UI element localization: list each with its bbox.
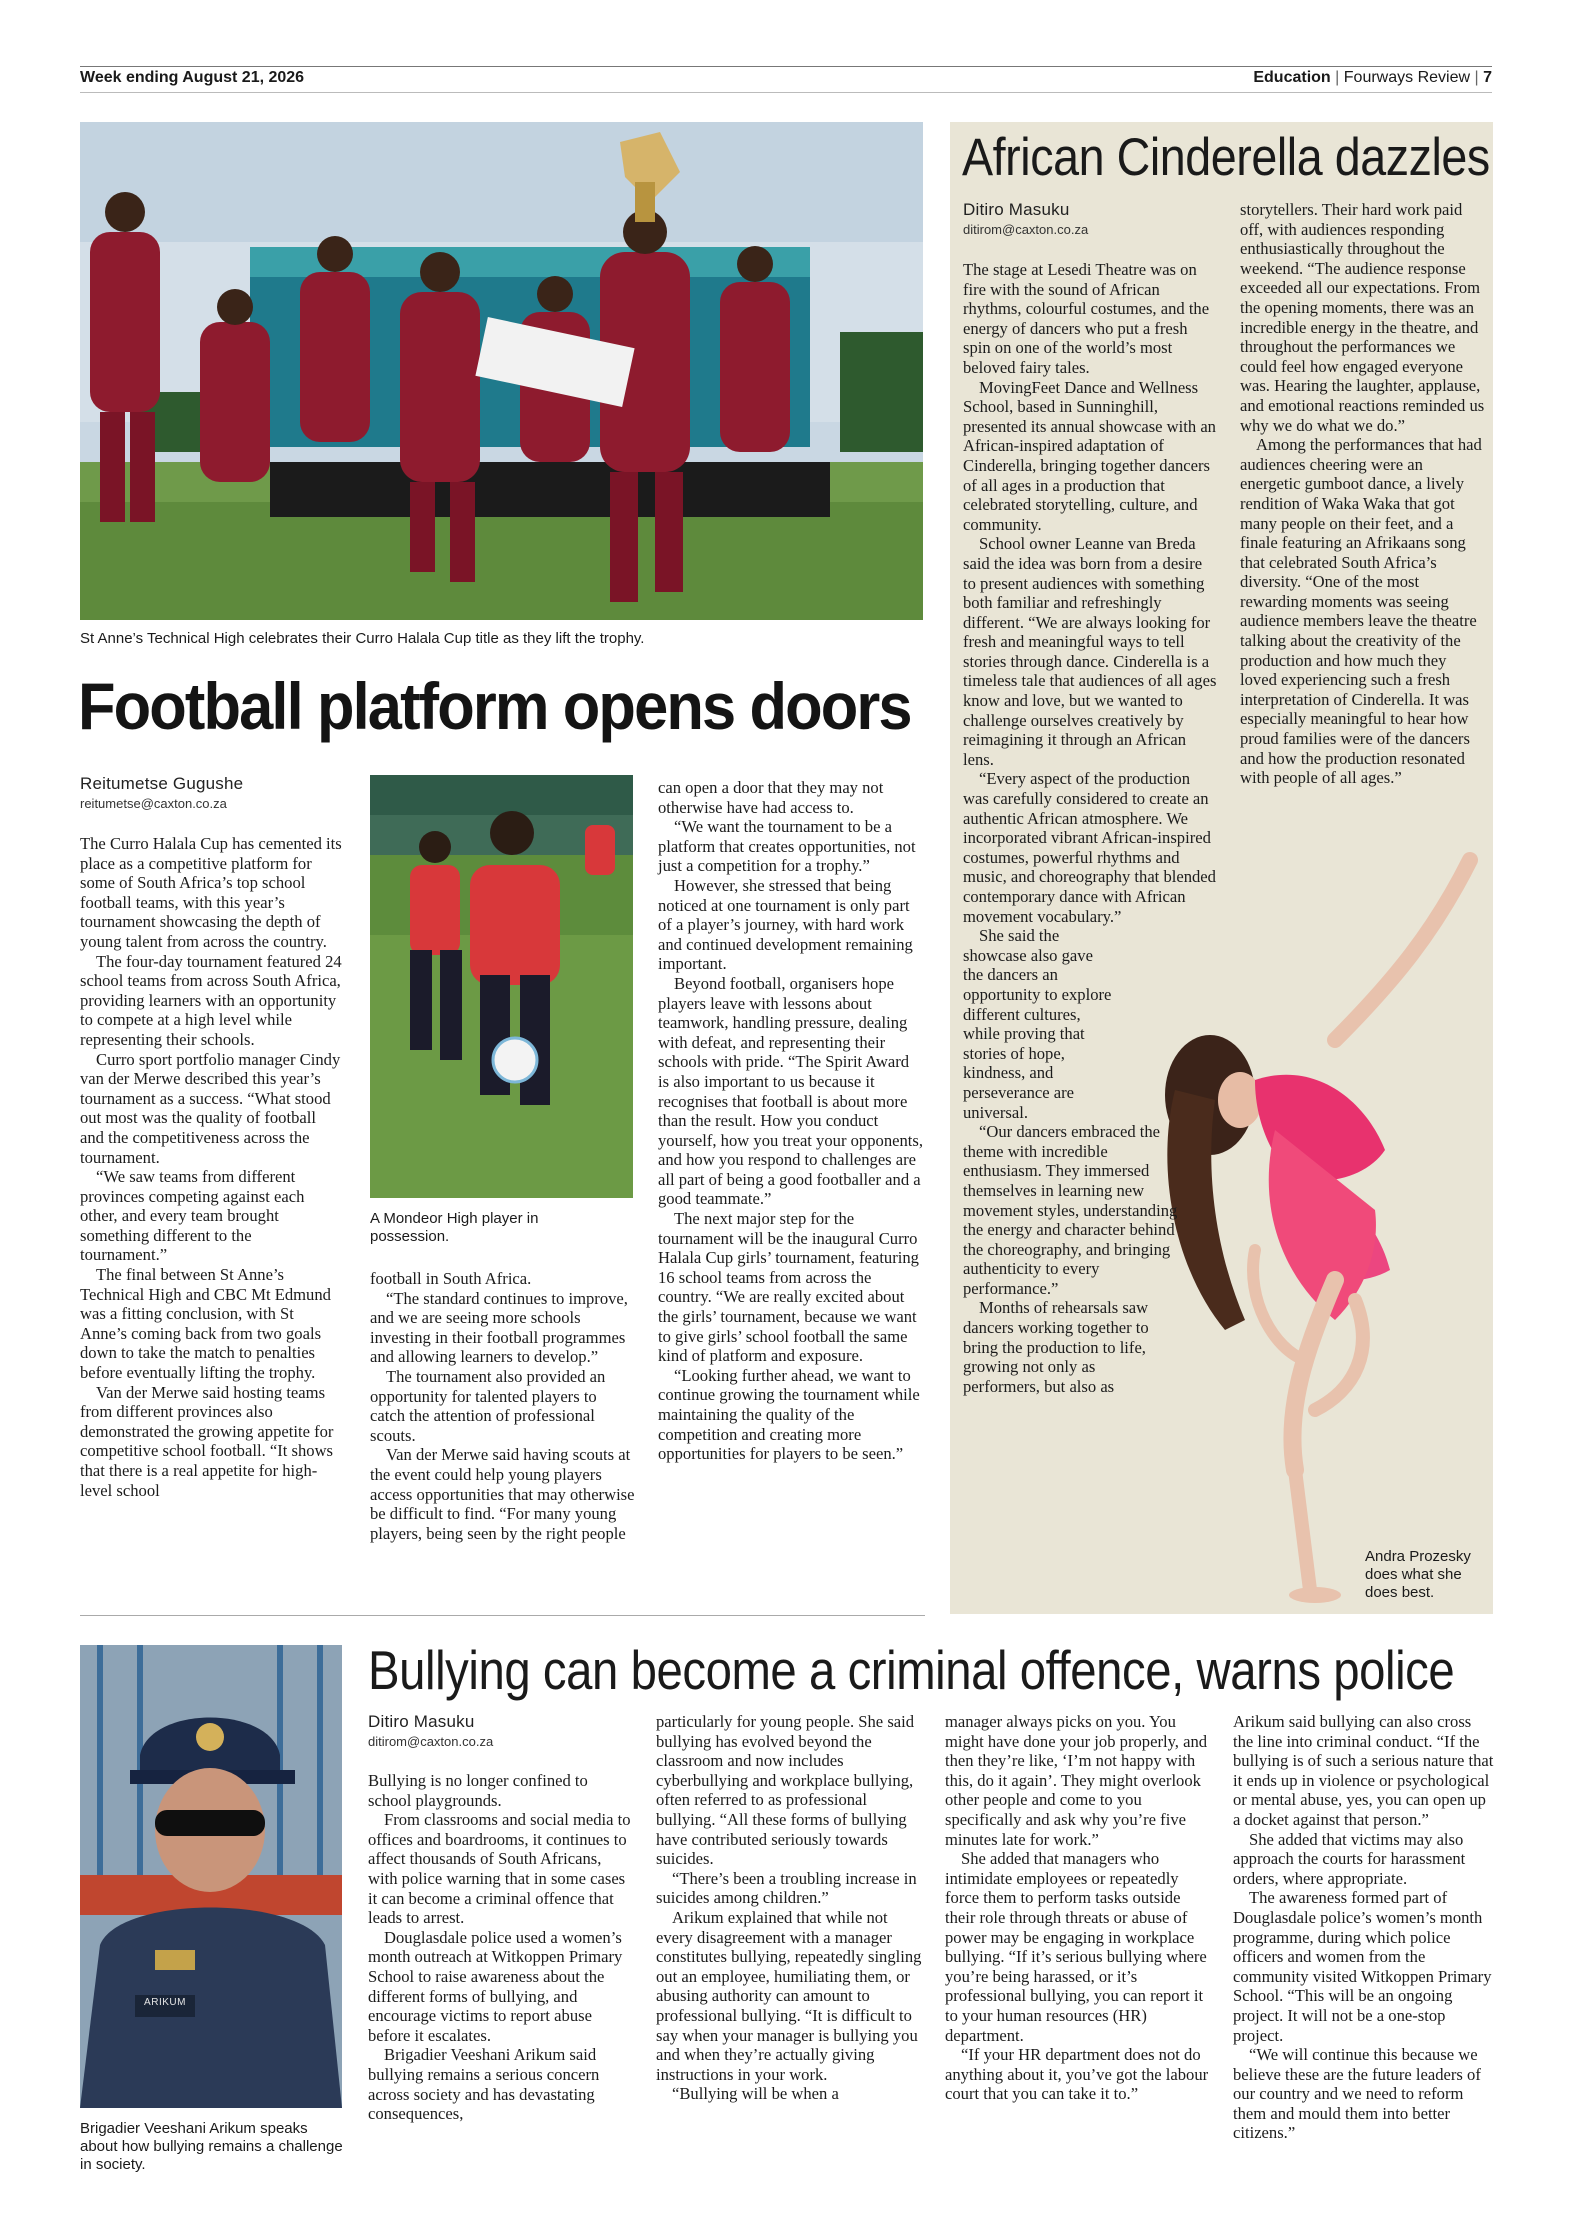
bullying-headline: Bullying can become a criminal offence, warns police bbox=[368, 1639, 1455, 1701]
arikum-photo-caption: Brigadier Veeshani Arikum speaks about how bullying remains a challenge in society. bbox=[80, 2120, 343, 2173]
section-divider bbox=[80, 1615, 925, 1616]
cinderella-column-2 bbox=[1240, 200, 1485, 788]
paragraph: can open a door that they may not otherwise have had access to. bbox=[658, 778, 884, 817]
paragraph: storytellers. Their hard work paid off, with audiences responding enthusiastically throughout the weekend. “The audience response exceeded all our expectations. From the opening moments, there was an incredible energy in the theatre, and throughout the performances we could feel how engaged everyone was. Hearing the laughter, applause, and emotional reactions reminded us why we do what we do.” bbox=[1240, 200, 1485, 435]
paragraph: She added that managers who intimidate employees or repeatedly force them to perform tasks outside their role through threats or abuse of power may be engaging in workplace bullying. “If it’s serious bullying where you’re being harassed, or it’s professional bullying, you can report it to your human resources (HR) department. bbox=[945, 1849, 1207, 2045]
paragraph: particularly for young people. She said bullying has evolved beyond the classroom and now includes cyberbullying and workplace bullying, often referred to as professional bullying. “All these forms of bullying have contributed seriously towards suicides. bbox=[656, 1712, 915, 1869]
paragraph: “Every aspect of the production was carefully considered to create an authentic African atmosphere. We incorporated vibrant African-inspired costumes, powerful rhythms and music, and choreography that blended contemporary dance with African movement vocabulary.” bbox=[963, 769, 1216, 926]
paragraph: Beyond football, organisers hope players leave with lessons about teamwork, handling pressure, dealing with defeat, and representing their schools with pride. “The Spirit Award is also important to us because it recognises that football is about more than the result. How you conduct yourself, how you treat your opponents, and how you respond to challenges are all part of being a good footballer and a good teammate.” bbox=[658, 973, 923, 1209]
paragraph: Among the performances that had audiences cheering were an energetic gumboot dance, a lively rendition of Waka Waka that got many people on their feet, and a finale featuring an Afrikaans song that celebrated South Africa’s diversity. “One of the most rewarding moments was seeing audience members leave the theatre talking about the creativity of the production and how much they loved experiencing such a fresh interpretation of Cinderella. It was especially meaningful to hear how proud families were of the dancers and how the production resonated with people of all ages.” bbox=[1240, 435, 1482, 788]
paragraph: “We saw teams from different provinces competing against each other, and every team brought something different to the tournament.” bbox=[80, 1167, 305, 1265]
football-column-3 bbox=[658, 778, 924, 1464]
football-headline: Football platform opens doors bbox=[78, 669, 911, 743]
cinderella-column-1 bbox=[963, 260, 1218, 1396]
football-byline bbox=[80, 774, 340, 811]
paragraph: From classrooms and social media to offices and boardrooms, it continues to affect thousands of South Africans, with police warning that in some cases it can become a criminal offence that leads to arrest. bbox=[368, 1810, 631, 1928]
paragraph: Van der Merwe said hosting teams from different provinces also demonstrated the growing appetite for competitive school football. “It shows that there is a real appetite for high-level school bbox=[80, 1382, 334, 1500]
author-email[interactable]: ditirom@caxton.co.za bbox=[963, 222, 1089, 237]
masthead-section: Education bbox=[1253, 69, 1331, 86]
mondeor-player-illustration bbox=[370, 775, 633, 1198]
paragraph: Bullying is no longer confined to school playgrounds. bbox=[368, 1771, 588, 1810]
author-email[interactable]: reitumetse@caxton.co.za bbox=[80, 796, 227, 811]
paragraph: “Looking further ahead, we want to continue growing the tournament while maintaining the quality of the competition and creating more opportunities for players to be seen.” bbox=[658, 1365, 920, 1464]
masthead-publication: Fourways Review bbox=[1343, 69, 1471, 86]
bullying-byline bbox=[368, 1712, 628, 1749]
masthead-separator: | bbox=[1474, 69, 1484, 86]
paragraph: Brigadier Veeshani Arikum said bullying remains a serious concern across society and has devastating consequences, bbox=[368, 2045, 600, 2124]
author-name: Reitumetse Gugushe bbox=[80, 774, 244, 793]
paragraph: football in South Africa. bbox=[370, 1269, 532, 1288]
paragraph: The final between St Anne’s Technical High and CBC Mt Edmund was a fitting conclusion, with St Anne’s coming back from two goals down to take the match to penalties before eventually lifting the trophy. bbox=[80, 1265, 331, 1383]
paragraph: “Bullying will be when a bbox=[672, 2084, 839, 2104]
paragraph: School owner Leanne van Breda said the idea was born from a desire to present audiences with something both familiar and refreshingly different. “We are always looking for fresh and meaningful ways to tell stories through dance. Cinderella is a timeless tale that audiences of all ages know and love, but we wanted to challenge ourselves creatively by reimagining it through an African lens. bbox=[963, 534, 1217, 769]
bullying-column-3 bbox=[945, 1712, 1210, 2104]
mondeor-player-photo bbox=[370, 775, 633, 1198]
paragraph: MovingFeet Dance and Wellness School, based in Sunninghill, presented its annual showcase with an African-inspired adaptation of Cinderella, bringing together dancers of all ages in a production that celebrated storytelling, culture, and community. bbox=[963, 377, 1216, 534]
paragraph: Douglasdale police used a women’s month outreach at Witkoppen Primary School to raise awareness about the different forms of bullying, and encourage victims to report abuse before it escalates. bbox=[368, 1927, 623, 2045]
paragraph: The awareness formed part of Douglasdale police’s women’s month programme, during which police officers and women from the community visited Witkoppen Primary School. “This will be an ongoing project. It will not be a one-stop project. bbox=[1233, 1888, 1492, 2045]
paragraph: The next major step for the tournament will be the inaugural Curro Halala Cup girls’ tournament, featuring 16 school teams from across the country. “We are really excited about the girls’ tournament, because we want to give girls’ school football the same kind of platform and exposure. bbox=[658, 1209, 919, 1366]
bullying-column-1 bbox=[368, 1771, 633, 2124]
football-column-1 bbox=[80, 834, 342, 1500]
paragraph: “We will continue this because we believe these are the future leaders of our country and we need to reform them and mould them into better citizens.” bbox=[1233, 2045, 1481, 2143]
paragraph: However, she stressed that being noticed at one tournament is only part of a player’s journey, with hard work and continued development remaining important. bbox=[658, 875, 913, 974]
paragraph: “There’s been a troubling increase in suicides among children.” bbox=[656, 1868, 917, 1908]
paragraph: “If your HR department does not do anything about it, you’ve got the labour court that you can take it to.” bbox=[945, 2045, 1209, 2104]
bullying-column-2 bbox=[656, 1712, 923, 2104]
cinderella-headline: African Cinderella dazzles bbox=[962, 128, 1490, 187]
author-name: Ditiro Masuku bbox=[368, 1712, 475, 1731]
author-email[interactable]: ditirom@caxton.co.za bbox=[368, 1734, 494, 1749]
bullying-column-4 bbox=[1233, 1712, 1495, 2143]
dancer-photo-caption: Andra Prozesky does what she does best. bbox=[1365, 1548, 1471, 1601]
paragraph: The four-day tournament featured 24 school teams from across South Africa, providing learners with an opportunity to compete at a high level while representing their schools. bbox=[80, 951, 342, 1049]
football-trophy-photo bbox=[80, 122, 923, 620]
paragraph: Arikum explained that while not every disagreement with a manager constitutes bullying, repeatedly singling out an employee, humiliating them, or abusing authority can amount to professional bullying. “It is difficult to say when your manager is bullying you and when they’re actually giving instructions in your work. bbox=[656, 1907, 922, 2084]
paragraph: Curro sport portfolio manager Cindy van der Merwe described this year’s tournament as a success. “What stood out most was the quality of football and the competitiveness across the tournament. bbox=[80, 1049, 341, 1167]
masthead-folio bbox=[1253, 69, 1492, 87]
paragraph: Van der Merwe said having scouts at the event could help young players access opportunities that may otherwise be difficult to find. “For many young players, being seen by the right people bbox=[370, 1445, 635, 1543]
arikum-photo bbox=[80, 1645, 342, 2108]
author-name: Ditiro Masuku bbox=[963, 200, 1070, 219]
paragraph: The stage at Lesedi Theatre was on fire with the sound of African rhythms, colourful costumes, and the energy of dancers who put a fresh spin on one of the world’s most beloved fairy tales. bbox=[963, 260, 1210, 377]
football-trophy-illustration bbox=[80, 122, 923, 620]
paragraph: “The standard continues to improve, and we are seeing more schools investing in their football programmes and allowing learners to develop.” bbox=[370, 1288, 628, 1367]
nametag: ARIKUM bbox=[144, 1997, 186, 2008]
paragraph: She added that victims may also approach the courts for harassment orders, where appropriate. bbox=[1233, 1829, 1466, 1888]
football-photo-caption: St Anne’s Technical High celebrates their Curro Halala Cup title as they lift the trophy. bbox=[80, 630, 645, 647]
masthead-top-rule bbox=[80, 66, 1492, 67]
paragraph: She said the showcase also gave the dancers an opportunity to explore different cultures, while proving that stories of hope, kindness, and perseverance are universal. bbox=[963, 926, 1112, 1122]
paragraph: Months of rehearsals saw dancers working together to bring the production to life, growing not only as performers, but also as bbox=[963, 1298, 1149, 1396]
mondeor-photo-caption: A Mondeor High player in possession. bbox=[370, 1210, 539, 1245]
masthead-date: Week ending August 21, 2026 bbox=[80, 69, 305, 86]
arikum-illustration bbox=[80, 1645, 342, 2108]
masthead-bottom-rule bbox=[80, 92, 1492, 93]
masthead-separator: | bbox=[1335, 69, 1344, 86]
paragraph: Arikum said bullying can also cross the line into criminal conduct. “If the bullying is of such a serious nature that it ends up in violence or psychological or mental abuse, yes, you can open up a docket against that person.” bbox=[1233, 1712, 1494, 1829]
football-column-2 bbox=[370, 1269, 635, 1543]
paragraph: “We want the tournament to be a platform that creates opportunities, not just a competition for a trophy.” bbox=[658, 817, 916, 876]
masthead-page-number: 7 bbox=[1483, 69, 1492, 86]
paragraph: The Curro Halala Cup has cemented its place as a competitive platform for some of South Africa’s top school football teams, with this year’s tournament showcasing the depth of young talent from across the country. bbox=[80, 834, 342, 951]
paragraph: The tournament also provided an opportunity for talented players to catch the attention of professional scouts. bbox=[370, 1366, 606, 1445]
paragraph: manager always picks on you. You might have done your job properly, and then they’re like, ‘I’m not happy with this, do it again’. They might overlook other people and come to you specifically and ask why you’re five minutes late for work.” bbox=[945, 1712, 1208, 1849]
paragraph: “Our dancers embraced the theme with incredible enthusiasm. They immersed themselves in learning new movement styles, understanding the energy and character behind the choreography, and bringing authenticity to every performance.” bbox=[963, 1122, 1178, 1298]
cinderella-byline bbox=[963, 200, 1223, 237]
